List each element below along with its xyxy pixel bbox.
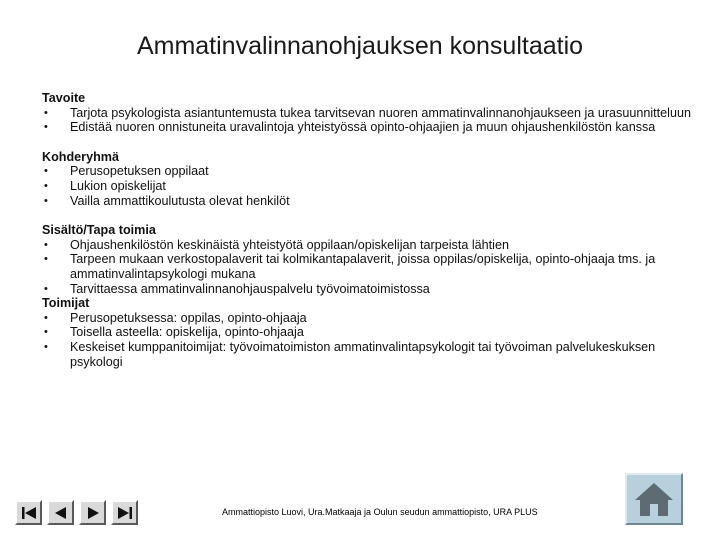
- list-item: • Edistää nuoren onnistuneita uravalintoja yhteistyössä opinto-ohjaajien ja muun ohjaushenkilöstön kanssa: [42, 120, 692, 135]
- list-item: • Toisella asteella: opiskelija, opinto-ohjaaja: [42, 325, 692, 340]
- list-item: • Perusopetuksessa: oppilas, opinto-ohjaaja: [42, 311, 692, 326]
- section-heading-sisalto: Sisältö/Tapa toimia: [42, 223, 156, 238]
- section-heading-toimijat: Toimijat: [42, 296, 90, 311]
- list-item: • Keskeiset kumppanitoimijat: työvoimatoimiston ammatinvalintapsykologit tai työvoiman palvelukeskuksen psykologi: [42, 340, 692, 369]
- home-button[interactable]: [625, 473, 683, 525]
- list-item: • Lukion opiskelijat: [42, 179, 692, 194]
- first-slide-icon: [20, 505, 38, 521]
- slide-content: [42, 91, 692, 369]
- home-icon: [633, 480, 675, 518]
- section-heading-tavoite: Tavoite: [42, 91, 86, 105]
- list-item: • Tarjota psykologista asiantuntemusta tukea tarvitsevan nuoren ammatinvalinnanohjaukseen ja urasuunnitteluun: [42, 106, 692, 121]
- next-slide-icon: [84, 505, 102, 521]
- slide-title: Ammatinvalinnanohjauksen konsultaatio: [136, 32, 584, 60]
- list-item: • Vailla ammattikoulutusta olevat henkilöt: [42, 194, 692, 209]
- section-heading-kohderyhma: Kohderyhmä: [42, 149, 119, 164]
- list-item: • Tarpeen mukaan verkostopalaverit tai kolmikantapalaverit, joissa oppilas/opiskelija, opinto-ohjaaja tms. ja ammatinvalintapsykologi mukana: [42, 252, 692, 281]
- list-item: • Perusopetuksen oppilaat: [42, 164, 692, 179]
- previous-slide-button[interactable]: [47, 500, 74, 525]
- section-list-tavoite: [42, 106, 692, 135]
- slide-navigation: [15, 500, 138, 525]
- list-item: • Ohjaushenkilöstön keskinäistä yhteistyötä oppilaan/opiskelijan tarpeista lähtien: [42, 238, 692, 253]
- footer-text: Ammattiopisto Luovi, Ura.Matkaaja ja Oulun seudun ammattiopisto, URA PLUS: [222, 507, 538, 517]
- section-list-kohderyhma: [42, 164, 692, 208]
- last-slide-icon: [116, 505, 134, 521]
- next-slide-button[interactable]: [79, 500, 106, 525]
- previous-slide-icon: [52, 505, 70, 521]
- section-list-sisalto: [42, 238, 692, 296]
- list-item: • Tarvittaessa ammatinvalinnanohjauspalvelu työvoimatoimistossa: [42, 282, 692, 297]
- first-slide-button[interactable]: [15, 500, 42, 525]
- section-list-toimijat: [42, 311, 692, 369]
- last-slide-button[interactable]: [111, 500, 138, 525]
